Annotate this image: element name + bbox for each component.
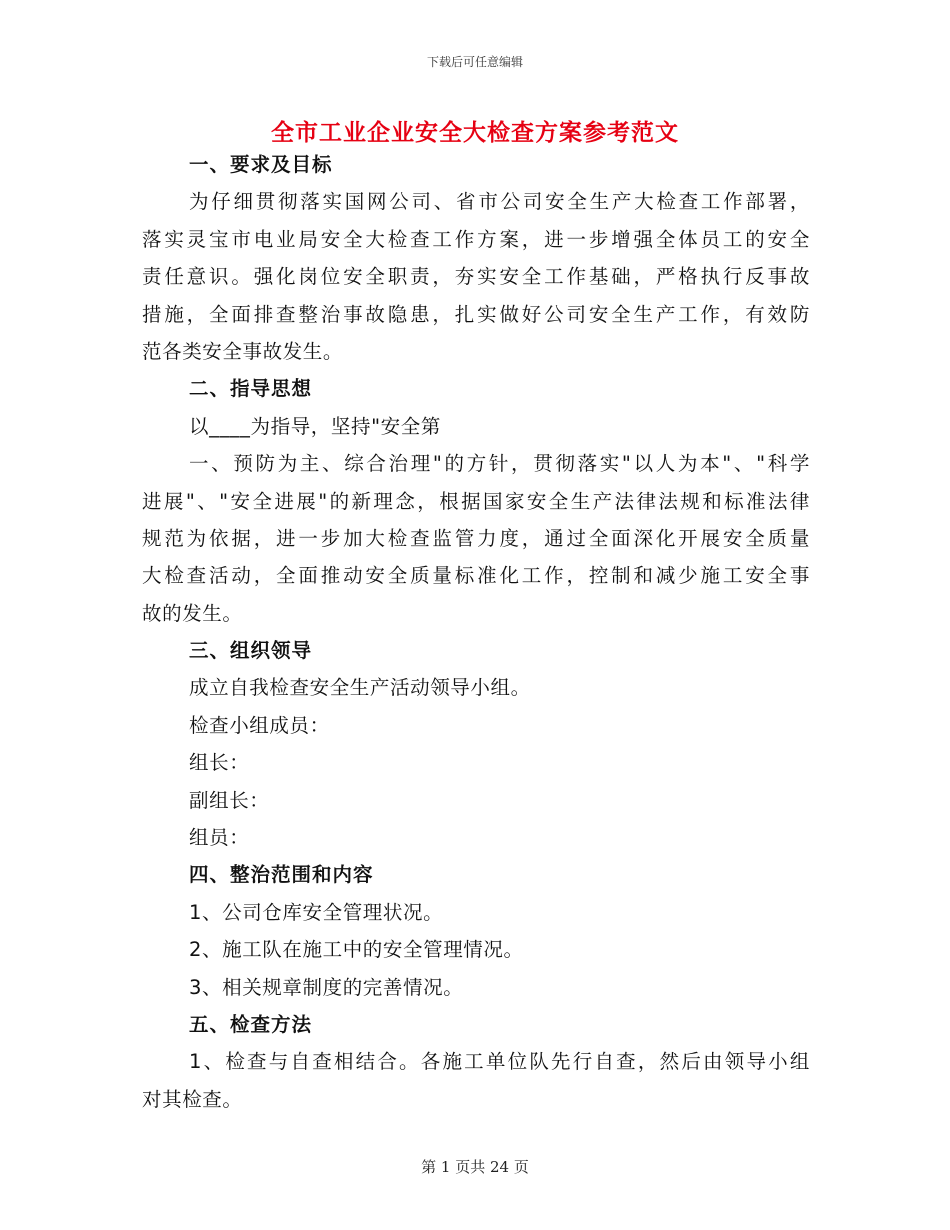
paragraph-line: 检查小组成员： (189, 713, 330, 737)
document-body (142, 146, 810, 1118)
paragraph-line: 成立自我检查安全生产活动领导小组。 (189, 676, 531, 700)
paragraph-line: 对其检查。 (142, 1087, 243, 1111)
paragraph-line: 1、检查与自查相结合。各施工单位队先行自查，然后由领导小组 (189, 1050, 810, 1074)
list-item: 1、公司仓库安全管理状况。 (189, 900, 444, 924)
paragraph-line: 组员： (189, 826, 250, 850)
list-item: 2、施工队在施工中的安全管理情况。 (189, 938, 524, 962)
paragraph-line: 措施，全面排查整治事故隐患，扎实做好公司安全生产工作，有效防 (142, 302, 810, 326)
paragraph-line: 以____为指导，坚持"安全第 (189, 414, 441, 438)
paragraph-line: 组长： (189, 751, 250, 775)
document-title: 全市工业企业安全大检查方案参考范文 (271, 120, 679, 146)
section-heading-goals: 一、要求及目标 (189, 153, 333, 176)
page-header-note: 下载后可任意编辑 (426, 55, 523, 69)
paragraph-line: 大检查活动，全面推动安全质量标准化工作，控制和减少施工安全事 (142, 564, 810, 588)
page-number: 第 1 页共 24 页 (421, 1158, 529, 1176)
paragraph-line: 一、预防为主、综合治理"的方针，贯彻落实"以人为本"、"科学 (189, 452, 810, 476)
list-item: 3、相关规章制度的完善情况。 (189, 975, 464, 999)
paragraph-line: 进展"、"安全进展"的新理念，根据国家安全生产法律法规和标准法律 (142, 489, 810, 513)
section-heading-scope: 四、整治范围和内容 (189, 863, 374, 887)
paragraph-line: 落实灵宝市电业局安全大检查工作方案，进一步增强全体员工的安全 (142, 227, 810, 251)
paragraph-line: 副组长： (189, 788, 270, 812)
section-heading-organization: 三、组织领导 (189, 639, 313, 663)
paragraph-line: 为仔细贯彻落实国网公司、省市公司安全生产大检查工作部署， (189, 190, 810, 214)
section-heading-methods: 五、检查方法 (189, 1012, 313, 1036)
paragraph-line: 责任意识。强化岗位安全职责，夯实安全工作基础，严格执行反事故 (142, 265, 810, 289)
paragraph-line: 故的发生。 (142, 601, 243, 625)
paragraph-line: 规范为依据，进一步加大检查监管力度，通过全面深化开展安全质量 (142, 526, 810, 550)
paragraph-line: 范各类安全事故发生。 (142, 339, 344, 363)
section-heading-guidance: 二、指导思想 (189, 377, 313, 401)
